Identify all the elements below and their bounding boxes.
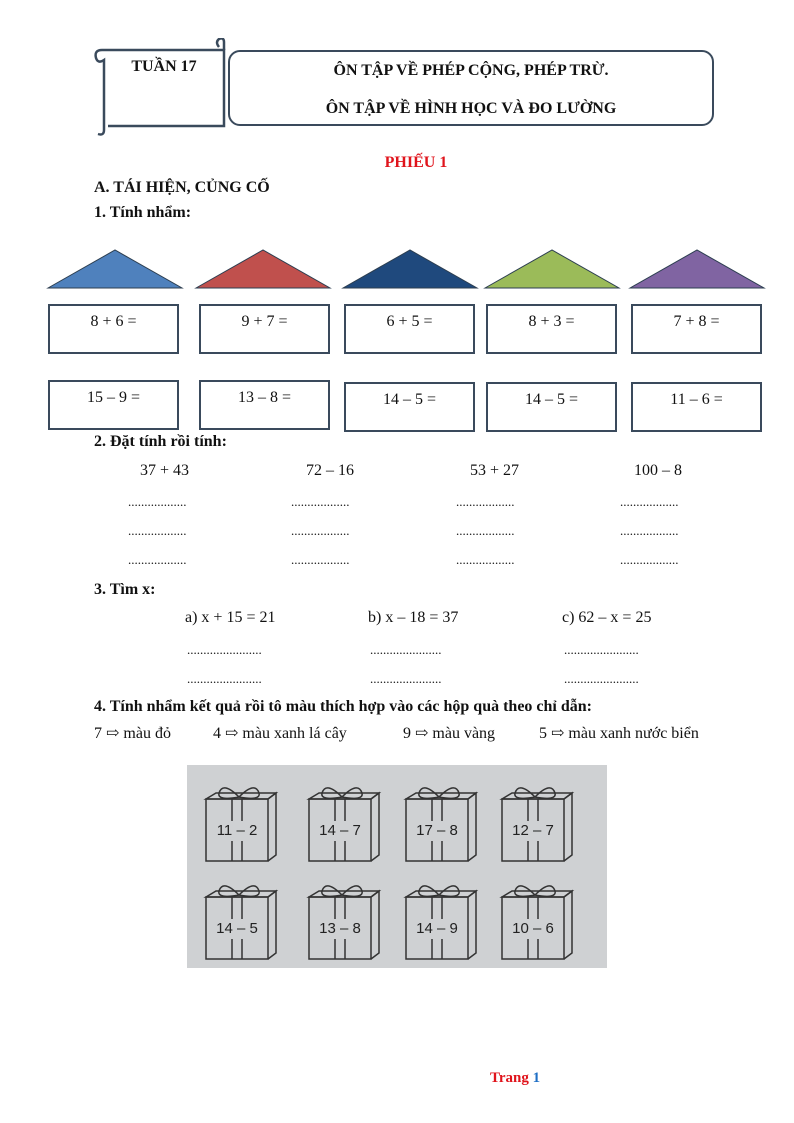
roof-4 [485,250,619,288]
answer-dots[interactable]: ....................... [187,642,262,657]
gift-label: 11 – 2 [216,822,258,839]
answer-dots[interactable]: .................. [291,494,350,509]
answer-dots[interactable]: .................. [620,494,679,509]
gift-label: 13 – 8 [319,920,361,937]
week-label: TUẦN 17 [131,58,197,75]
answer-dots[interactable]: .................. [456,494,515,509]
calc-box[interactable]: 9 + 7 = [199,304,330,354]
answer-dots[interactable]: .................. [456,552,515,567]
q1-heading: 1. Tính nhẩm: [94,204,192,221]
gift-box[interactable] [206,788,276,861]
gift-box[interactable] [206,886,276,959]
answer-dots[interactable]: .................. [128,523,187,538]
legend-item-3: 9 ⇨ màu vàng [403,725,496,742]
calc-box[interactable]: 15 – 9 = [48,380,179,430]
gift-box[interactable] [309,788,379,861]
q3-item-a: a) x + 15 = 21 [185,609,276,626]
answer-dots[interactable]: .................. [456,523,515,538]
title-line-2: ÔN TẬP VỀ HÌNH HỌC VÀ ĐO LƯỜNG [325,100,617,117]
roof-3 [343,250,477,288]
arrow-icon: ⇨ [415,725,429,742]
roof-1 [48,250,182,288]
gift-label: 14 – 5 [216,920,258,937]
legend-item-2: 4 ⇨ màu xanh lá cây [213,725,347,742]
answer-dots[interactable]: ...................... [370,642,442,657]
gift-label: 14 – 9 [416,920,458,937]
calc-box[interactable]: 8 + 6 = [48,304,179,354]
q4-heading: 4. Tính nhẩm kết quả rồi tô màu thích hợp vào các hộp quà theo chỉ dẫn: [94,698,592,715]
calc-box[interactable]: 13 – 8 = [199,380,330,430]
q3-item-b: b) x – 18 = 37 [368,609,459,626]
roof-5 [630,250,764,288]
scroll-banner-left [90,38,240,138]
calc-box[interactable]: 6 + 5 = [344,304,475,354]
q2-heading: 2. Đặt tính rồi tính: [94,433,227,450]
gift-label: 17 – 8 [416,822,458,839]
answer-dots[interactable]: ....................... [187,671,262,686]
title-line-1: ÔN TẬP VỀ PHÉP CỘNG, PHÉP TRỪ. [333,62,609,79]
answer-dots[interactable]: .................. [128,552,187,567]
q3-heading: 3. Tìm x: [94,581,156,598]
answer-dots[interactable]: ....................... [564,671,639,686]
gift-label: 14 – 7 [319,822,361,839]
q2-problem: 72 – 16 [306,462,354,479]
answer-dots[interactable]: ...................... [370,671,442,686]
gift-box[interactable] [406,886,476,959]
calc-box[interactable]: 14 – 5 = [344,382,475,432]
calc-box[interactable]: 7 + 8 = [631,304,762,354]
legend-item-1: 7 ⇨ màu đỏ [94,725,171,742]
gift-box[interactable] [309,886,379,959]
q2-problem: 37 + 43 [140,462,190,479]
gift-box[interactable] [502,788,572,861]
arrow-icon: ⇨ [106,725,120,742]
gift-label: 12 – 7 [512,822,554,839]
calc-box[interactable]: 14 – 5 = [486,382,617,432]
gift-box[interactable] [406,788,476,861]
sheet-title: PHIẾU 1 [384,154,448,171]
answer-dots[interactable]: .................. [620,552,679,567]
legend-item-4: 5 ⇨ màu xanh nước biển [539,725,699,742]
answer-dots[interactable]: .................. [291,523,350,538]
gift-boxes [187,765,607,968]
calc-box[interactable]: 8 + 3 = [486,304,617,354]
q2-problem: 53 + 27 [470,462,520,479]
gift-box[interactable] [502,886,572,959]
gift-label: 10 – 6 [512,920,554,937]
arrow-icon: ⇨ [551,725,565,742]
roof-2 [196,250,330,288]
section-a-heading: A. TÁI HIỆN, CỦNG CỐ [94,179,270,196]
q3-item-c: c) 62 – x = 25 [562,609,652,626]
arrow-icon: ⇨ [225,725,239,742]
answer-dots[interactable]: .................. [291,552,350,567]
answer-dots[interactable]: ....................... [564,642,639,657]
answer-dots[interactable]: .................. [620,523,679,538]
q2-problem: 100 – 8 [634,462,682,479]
page-footer: Trang 1 [490,1070,541,1086]
roofs-row [0,248,794,292]
calc-box[interactable]: 11 – 6 = [631,382,762,432]
answer-dots[interactable]: .................. [128,494,187,509]
